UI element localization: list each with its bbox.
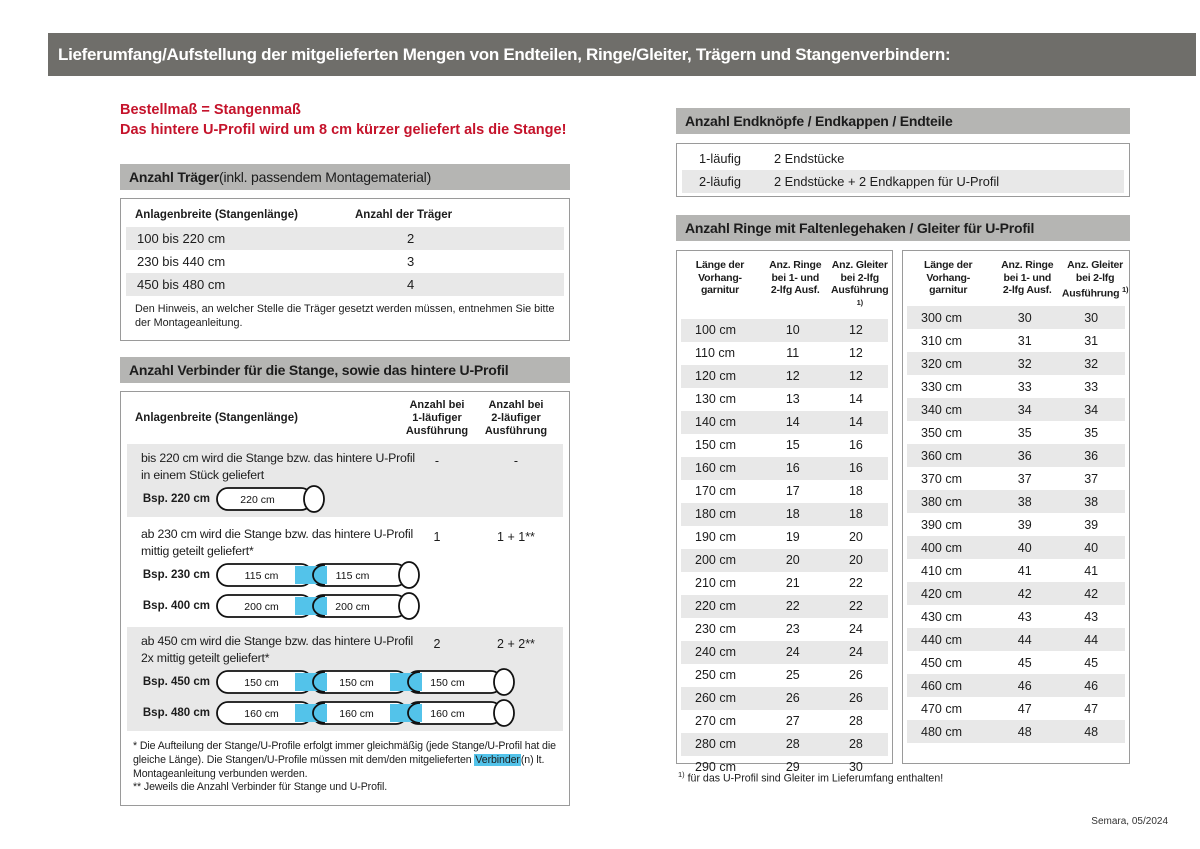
ringe-table-left	[676, 250, 893, 774]
garnitur-length: 370 cm	[921, 471, 962, 486]
traeger-count: 2	[407, 231, 415, 246]
ringe-count: 28	[785, 737, 800, 751]
ringe-count: 27	[785, 714, 800, 728]
gleiter-count: 46	[1084, 678, 1099, 693]
svg-text:150 cm: 150 cm	[339, 677, 374, 689]
garnitur-length: 310 cm	[921, 333, 962, 348]
ringe-count: 40	[1017, 540, 1032, 555]
ringe-count: 14	[785, 415, 800, 429]
rod-drawing	[215, 696, 520, 730]
section-header-verbinder-text: Anzahl Verbinder für die Stange, sowie das hintere U-Profil	[129, 362, 509, 378]
gleiter-count: 12	[848, 369, 863, 383]
section-header-traeger-rest: (inkl. passendem Montagematerial)	[218, 169, 432, 185]
verbinder-block	[127, 444, 563, 517]
gleiter-count: 42	[1084, 586, 1099, 601]
verbinder-highlight: Verbinder	[475, 753, 520, 766]
rod-diagram	[127, 698, 563, 728]
gleiter-count: 30	[1084, 310, 1099, 325]
traeger-row	[126, 250, 564, 273]
rod-diagram	[127, 484, 563, 514]
gleiter-count: 34	[1084, 402, 1099, 417]
garnitur-length: 190 cm	[695, 530, 736, 544]
gleiter-count: 35	[1084, 425, 1099, 440]
endteile-type: 1-läufig	[699, 151, 741, 166]
left-column	[120, 100, 570, 806]
gleiter-count: 45	[1084, 655, 1099, 670]
ringe-row	[907, 329, 1125, 352]
page-title-bar	[48, 33, 1196, 76]
traeger-row	[126, 227, 564, 250]
rod-diagram	[127, 667, 563, 697]
garnitur-length: 230 cm	[695, 622, 736, 636]
ringe-row	[907, 628, 1125, 651]
section-header-endteile	[676, 108, 1130, 134]
verbinder-count-2lfg: 1 + 1**	[497, 530, 535, 544]
ringe-count: 24	[785, 645, 800, 659]
gleiter-count: 31	[1084, 333, 1099, 348]
ringe-row	[681, 687, 888, 710]
gleiter-count: 20	[848, 530, 863, 544]
ringe-row	[681, 664, 888, 687]
verbinder-col3-header: Anzahl bei 2-läufiger Ausführung	[484, 399, 548, 437]
garnitur-length: 380 cm	[921, 494, 962, 509]
verbinder-block	[127, 520, 563, 624]
garnitur-length: 100 cm	[695, 323, 736, 337]
traeger-range: 450 bis 480 cm	[137, 277, 226, 292]
ringe-count: 30	[1017, 310, 1032, 325]
endteile-type: 2-läufig	[699, 174, 741, 189]
ringe-row	[907, 421, 1125, 444]
gleiter-count: 14	[848, 392, 863, 406]
verbinder-count-2lfg: 2 + 2**	[497, 637, 535, 651]
gleiter-count: 41	[1084, 563, 1099, 578]
garnitur-length: 140 cm	[695, 415, 736, 429]
garnitur-length: 350 cm	[921, 425, 962, 440]
ringe-row	[681, 457, 888, 480]
section-header-traeger-bold: Anzahl Träger	[129, 169, 219, 185]
svg-text:160 cm: 160 cm	[339, 708, 374, 720]
ringe-count: 20	[785, 553, 800, 567]
rod-example-label: Bsp. 480 cm	[142, 707, 210, 719]
ringe-row	[681, 618, 888, 641]
verbinder-count-1lfg: -	[434, 454, 440, 468]
ringe-count: 35	[1017, 425, 1032, 440]
ringe-row	[681, 365, 888, 388]
endteile-table	[676, 143, 1130, 197]
ringe-count: 17	[785, 484, 800, 498]
ringe-count: 15	[785, 438, 800, 452]
garnitur-length: 170 cm	[695, 484, 736, 498]
ringe-table-right	[902, 250, 1130, 764]
garnitur-length: 330 cm	[921, 379, 962, 394]
gleiter-count: 12	[848, 323, 863, 337]
traeger-note: Den Hinweis, an welcher Stelle die Träger gesetzt werden müssen, entnehmen Sie bitte der Montageanleitung.	[135, 303, 555, 329]
garnitur-length: 360 cm	[921, 448, 962, 463]
garnitur-length: 480 cm	[921, 724, 962, 739]
svg-text:150 cm: 150 cm	[244, 677, 279, 689]
garnitur-length: 210 cm	[695, 576, 736, 590]
svg-text:160 cm: 160 cm	[244, 708, 279, 720]
svg-text:150 cm: 150 cm	[430, 677, 465, 689]
ringe-count: 41	[1017, 563, 1032, 578]
ringe-count: 37	[1017, 471, 1032, 486]
gleiter-count: 24	[848, 622, 863, 636]
ringe-count: 13	[785, 392, 800, 406]
gleiter-count: 16	[848, 461, 863, 475]
verbinder-block-text: bis 220 cm wird die Stange bzw. das hintere U-Profil in einem Stück geliefert	[141, 451, 415, 482]
ringe-count: 23	[785, 622, 800, 636]
ringe-row	[907, 605, 1125, 628]
verbinder-count-1lfg: 2	[433, 637, 441, 651]
verbinder-blocks	[121, 444, 569, 731]
gleiter-count: 26	[848, 668, 863, 682]
rod-diagrams	[127, 560, 563, 621]
ringe-count: 46	[1017, 678, 1032, 693]
garnitur-length: 280 cm	[695, 737, 736, 751]
endteile-desc: 2 Endstücke + 2 Endkappen für U-Profil	[774, 174, 1000, 189]
verbinder-table-header	[121, 392, 569, 444]
ringe-count: 44	[1017, 632, 1032, 647]
section-header-endteile-text: Anzahl Endknöpfe / Endkappen / Endteile	[685, 113, 953, 129]
ringe-count: 42	[1017, 586, 1032, 601]
gleiter-count: 20	[848, 553, 863, 567]
rod-diagrams	[127, 484, 563, 514]
gleiter-count: 14	[848, 415, 863, 429]
garnitur-length: 220 cm	[695, 599, 736, 613]
traeger-col1-header: Anlagenbreite (Stangenlänge)	[135, 209, 298, 221]
ringe-row	[681, 710, 888, 733]
verbinder-count-2lfg: -	[513, 454, 519, 468]
endteile-rows	[677, 147, 1129, 193]
ringe-row	[907, 306, 1125, 329]
garnitur-length: 200 cm	[695, 553, 736, 567]
ringe-table-left-header	[677, 251, 892, 319]
ringe-row	[681, 342, 888, 365]
verbinder-footnote-2: ** Jeweils die Anzahl Verbinder für Stange und U-Profil.	[133, 781, 388, 794]
gleiter-count: 22	[848, 576, 863, 590]
section-header-ringe-text: Anzahl Ringe mit Faltenlegehaken / Gleiter für U-Profil	[685, 220, 1035, 236]
gleiter-count: 43	[1084, 609, 1099, 624]
ringe-row	[907, 375, 1125, 398]
verbinder-footnotes	[121, 734, 569, 803]
endteile-row	[682, 170, 1124, 193]
ringe-row	[907, 720, 1125, 743]
rod-diagram	[127, 591, 563, 621]
gleiter-count: 47	[1084, 701, 1099, 716]
gleiter-count: 32	[1084, 356, 1099, 371]
garnitur-length: 250 cm	[695, 668, 736, 682]
ringe-count: 38	[1017, 494, 1032, 509]
ringe-count: 39	[1017, 517, 1032, 532]
rod-example-label: Bsp. 220 cm	[142, 493, 210, 505]
traeger-table-header	[121, 199, 569, 227]
ringe-count: 36	[1017, 448, 1032, 463]
verbinder-table	[120, 391, 570, 806]
garnitur-length: 390 cm	[921, 517, 962, 532]
gleiter-count: 37	[1084, 471, 1099, 486]
ringe-tables	[676, 250, 1130, 774]
ringe-count: 31	[1017, 333, 1032, 348]
svg-text:220 cm: 220 cm	[240, 494, 275, 506]
garnitur-length: 320 cm	[921, 356, 962, 371]
garnitur-length: 400 cm	[921, 540, 962, 555]
ringe-row	[907, 467, 1125, 490]
gleiter-count: 12	[848, 346, 863, 360]
rod-drawing	[215, 665, 520, 699]
traeger-range: 230 bis 440 cm	[137, 254, 226, 269]
ringe-row	[907, 490, 1125, 513]
gleiter-count: 22	[848, 599, 863, 613]
garnitur-length: 460 cm	[921, 678, 962, 693]
traeger-table	[120, 198, 570, 341]
gleiter-count: 28	[848, 737, 863, 751]
rod-diagrams	[127, 667, 563, 728]
verbinder-block	[127, 627, 563, 731]
ringe-row	[907, 697, 1125, 720]
ringe-count: 43	[1017, 609, 1032, 624]
gleiter-count: 18	[848, 507, 863, 521]
garnitur-length: 430 cm	[921, 609, 962, 624]
ringe-count: 10	[785, 323, 800, 337]
ringe-rows-right	[903, 306, 1129, 743]
ringe-row	[681, 388, 888, 411]
ringe-row	[907, 352, 1125, 375]
right-column	[676, 108, 1130, 785]
gleiter-count: 18	[848, 484, 863, 498]
ringe-row	[681, 549, 888, 572]
gleiter-count: 33	[1084, 379, 1099, 394]
ringe-count: 32	[1017, 356, 1032, 371]
gleiter-count: 39	[1084, 517, 1099, 532]
traeger-count: 3	[407, 254, 415, 269]
rod-example-label: Bsp. 450 cm	[142, 676, 210, 688]
verbinder-col1-header: Anlagenbreite (Stangenlänge)	[135, 412, 298, 424]
ringe-count: 47	[1017, 701, 1032, 716]
col-header-gleiter: Anz. Gleiter bei 2-lfg Ausführung $^{1)}$	[831, 259, 889, 307]
ringe-count: 25	[785, 668, 800, 682]
garnitur-length: 290 cm	[695, 760, 736, 774]
garnitur-length: 440 cm	[921, 632, 962, 647]
svg-text:200 cm: 200 cm	[335, 601, 370, 613]
gleiter-count: 28	[848, 714, 863, 728]
ringe-row	[681, 411, 888, 434]
gleiter-count: 36	[1084, 448, 1099, 463]
col-header-gleiter: Anz. Gleiter bei 2-lfg Ausführung $^{1)}$	[1061, 259, 1129, 300]
section-header-verbinder	[120, 357, 570, 383]
gleiter-count: 38	[1084, 494, 1099, 509]
ringe-count: 19	[785, 530, 800, 544]
verbinder-block-text: ab 450 cm wird die Stange bzw. das hintere U-Profil 2x mittig geteilt geliefert*	[141, 634, 414, 665]
verbinder-col2-header: Anzahl bei 1-läufiger Ausführung	[405, 399, 469, 437]
rod-drawing	[215, 482, 330, 516]
garnitur-length: 450 cm	[921, 655, 962, 670]
traeger-row	[126, 273, 564, 296]
ringe-row	[681, 641, 888, 664]
verbinder-footnote-1: * Die Aufteilung der Stange/U-Profile erfolgt immer gleichmäßig (jede Stange/U-Profil hat die gleiche Länge). Die Stangen/U-Profile müssen mit dem/den mitgelieferten Verbinder(n) lt. Montageanleitung verbunden werden.	[133, 740, 556, 780]
ringe-row	[681, 526, 888, 549]
notice-line-1: Bestellmaß = Stangenmaß	[120, 102, 301, 118]
ringe-row	[681, 572, 888, 595]
section-header-ringe	[676, 215, 1130, 241]
ringe-footnote: $^{1)}$ für das U-Profil sind Gleiter im Lieferumfang enthalten!	[678, 770, 944, 785]
ringe-count: 12	[785, 369, 800, 383]
ringe-row	[907, 582, 1125, 605]
ringe-count: 18	[785, 507, 800, 521]
gleiter-count: 40	[1084, 540, 1099, 555]
traeger-count: 4	[407, 277, 415, 292]
rod-diagram	[127, 560, 563, 590]
ringe-row	[681, 319, 888, 342]
svg-text:115 cm: 115 cm	[335, 570, 370, 582]
gleiter-count: 24	[848, 645, 863, 659]
verbinder-count-1lfg: 1	[433, 530, 441, 544]
garnitur-length: 110 cm	[695, 346, 736, 360]
garnitur-length: 180 cm	[695, 507, 736, 521]
svg-text:115 cm: 115 cm	[244, 570, 279, 582]
garnitur-length: 240 cm	[695, 645, 736, 659]
garnitur-length: 300 cm	[921, 310, 962, 325]
notice-line-2: Das hintere U-Profil wird um 8 cm kürzer geliefert als die Stange!	[120, 122, 567, 138]
page-title: Lieferumfang/Aufstellung der mitgelieferten Mengen von Endteilen, Ringe/Gleiter, Trägern und Stangenverbindern:	[58, 44, 951, 64]
garnitur-length: 340 cm	[921, 402, 962, 417]
col-header-laenge: Länge der Vorhang- garnitur	[924, 259, 973, 296]
ringe-count: 34	[1017, 402, 1032, 417]
garnitur-length: 260 cm	[695, 691, 736, 705]
ringe-row	[907, 536, 1125, 559]
order-size-notice	[120, 100, 570, 140]
traeger-range: 100 bis 220 cm	[137, 231, 226, 246]
col-header-laenge: Länge der Vorhang- garnitur	[695, 259, 745, 296]
ringe-count: 16	[785, 461, 800, 475]
ringe-row	[681, 503, 888, 526]
garnitur-length: 120 cm	[695, 369, 736, 383]
gleiter-count: 48	[1084, 724, 1099, 739]
ringe-count: 22	[785, 599, 800, 613]
rod-example-label: Bsp. 400 cm	[142, 600, 210, 612]
ringe-count: 33	[1017, 379, 1032, 394]
ringe-row	[907, 651, 1125, 674]
ringe-count: 21	[785, 576, 800, 590]
ringe-row	[907, 559, 1125, 582]
ringe-rows-left	[677, 319, 892, 779]
ringe-row	[907, 444, 1125, 467]
ringe-count: 48	[1017, 724, 1032, 739]
rod-example-label: Bsp. 230 cm	[142, 569, 210, 581]
svg-text:160 cm: 160 cm	[430, 708, 465, 720]
garnitur-length: 270 cm	[695, 714, 736, 728]
garnitur-length: 420 cm	[921, 586, 962, 601]
gleiter-count: 44	[1084, 632, 1099, 647]
section-header-traeger	[120, 164, 570, 190]
garnitur-length: 150 cm	[695, 438, 736, 452]
ringe-count: 11	[786, 346, 800, 360]
endteile-row	[682, 147, 1124, 170]
gleiter-count: 26	[848, 691, 863, 705]
ringe-row	[907, 674, 1125, 697]
garnitur-length: 470 cm	[921, 701, 962, 716]
ringe-row	[681, 733, 888, 756]
ringe-count: 29	[785, 760, 800, 774]
rod-drawing	[215, 558, 425, 592]
gleiter-count: 16	[848, 438, 863, 452]
garnitur-length: 410 cm	[921, 563, 962, 578]
gleiter-count: 30	[848, 760, 863, 774]
ringe-row	[907, 398, 1125, 421]
ringe-table-right-header	[903, 251, 1129, 306]
traeger-rows	[121, 227, 569, 296]
garnitur-length: 130 cm	[695, 392, 736, 406]
ringe-row	[907, 513, 1125, 536]
ringe-count: 26	[785, 691, 800, 705]
ringe-count: 45	[1017, 655, 1032, 670]
ringe-row	[681, 434, 888, 457]
svg-text:200 cm: 200 cm	[244, 601, 279, 613]
doc-footer: Semara, 05/2024	[1091, 816, 1168, 827]
garnitur-length: 160 cm	[695, 461, 736, 475]
col-header-ringe: Anz. Ringe bei 1- und 2-lfg Ausf.	[769, 259, 822, 296]
endteile-desc: 2 Endstücke	[774, 151, 845, 166]
verbinder-block-text: ab 230 cm wird die Stange bzw. das hintere U-Profil mittig geteilt geliefert*	[141, 527, 414, 558]
traeger-col2-header: Anzahl der Träger	[355, 209, 453, 221]
ringe-row	[681, 480, 888, 503]
ringe-row	[681, 595, 888, 618]
rod-drawing	[215, 589, 425, 623]
col-header-ringe: Anz. Ringe bei 1- und 2-lfg Ausf.	[1001, 259, 1054, 296]
